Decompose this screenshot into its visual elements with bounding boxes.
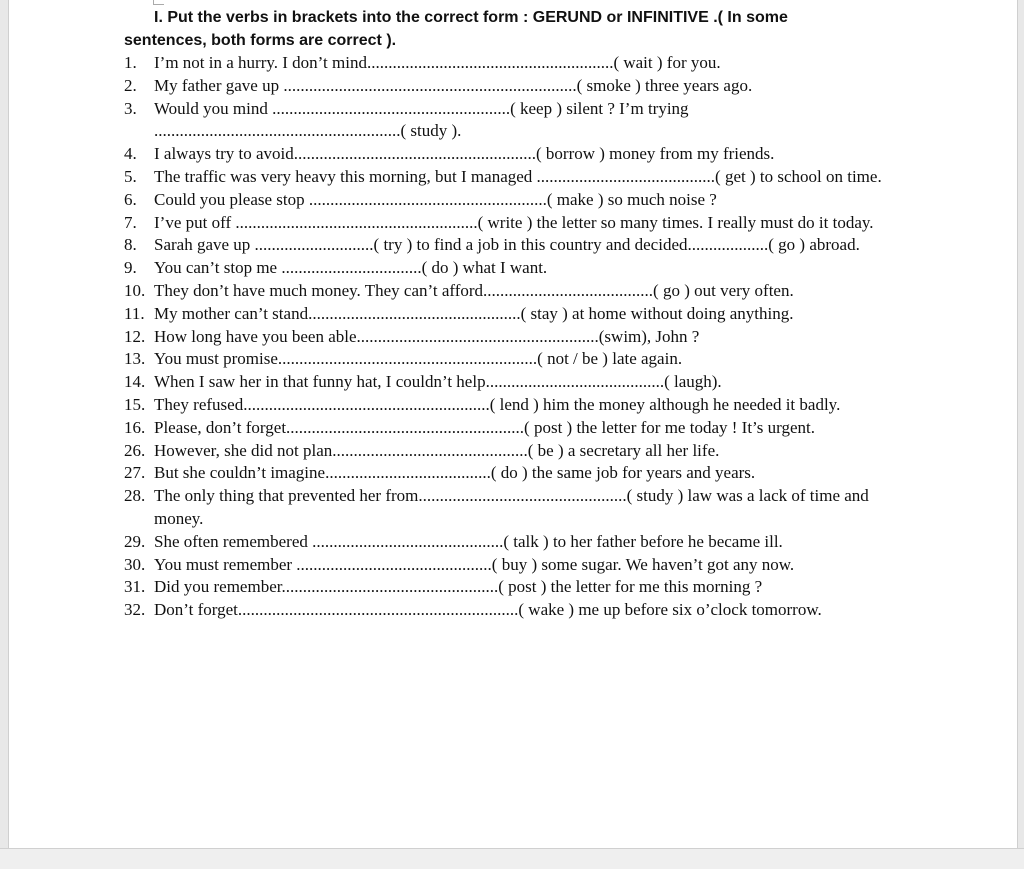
exercise-number: 7.: [124, 212, 137, 232]
exercise-sentence: Did you remember...................................................( post ) the letter for me this morning ?: [154, 577, 763, 597]
exercise-item: [124, 576, 904, 599]
exercise-item: [124, 462, 904, 485]
exercise-number: 3.: [124, 98, 137, 118]
exercise-item: [124, 417, 904, 440]
exercise-heading: I. Put the verbs in brackets into the correct form : GERUND or INFINITIVE .( In some sentences, both forms are correct ).: [124, 9, 788, 49]
exercise-sentence: She often remembered .............................................( talk ) to her father before he became ill.: [154, 531, 783, 551]
exercise-sentence: You must remember ..............................................( buy ) some sugar. We haven’t got any now.: [154, 554, 795, 574]
exercise-item: [124, 440, 904, 463]
exercise-sentence: Could you please stop ........................................................( make ) so much noise ?: [154, 189, 717, 209]
exercise-sentence: The traffic was very heavy this morning, but I managed ..........................................( get ) to school on time.: [154, 166, 882, 186]
exercise-number: 4.: [124, 144, 137, 164]
exercise-number: 1.: [124, 53, 137, 72]
exercise-sentence: Sarah gave up ............................( try ) to find a job in this country and decided...................( go ) abroad.: [154, 235, 860, 255]
exercise-sentence: My mother can’t stand..................................................( stay ) at home without doing anything.: [154, 303, 794, 323]
exercise-sentence: I’ve put off .........................................................( write ) the letter so many times. I really must do it today.: [154, 212, 874, 232]
exercise-sentence: When I saw her in that funny hat, I couldn’t help..........................................( laugh).: [154, 372, 722, 392]
bottom-scroll-area[interactable]: [0, 848, 1024, 869]
exercise-item: [124, 143, 904, 166]
exercise-number: 31.: [124, 577, 146, 597]
exercise-item: [124, 75, 904, 98]
exercise-sentence: They don’t have much money. They can’t afford........................................( go ) out very often.: [154, 280, 794, 300]
exercise-sentence: You must promise.............................................................( not / be ) late again.: [154, 349, 683, 369]
exercise-sentence: Please, don’t forget........................................................( post ) the letter for me today ! It’s urgent.: [154, 417, 816, 437]
exercise-item: [124, 348, 904, 371]
exercise-number: 11.: [124, 303, 145, 323]
exercise-sentence: You can’t stop me .................................( do ) what I want.: [154, 258, 548, 278]
exercise-number: 14.: [124, 372, 146, 392]
exercise-sentence: I always try to avoid.........................................................( borrow ) money from my friends.: [154, 144, 775, 164]
exercise-number: 2.: [124, 75, 137, 95]
exercise-item: [124, 554, 904, 577]
exercise-sentence: But she couldn’t imagine.......................................( do ) the same job for years and years.: [154, 463, 756, 483]
exercise-number: 8.: [124, 235, 137, 255]
exercise-item: [124, 371, 904, 394]
exercise-number: 16.: [124, 417, 146, 437]
exercise-item: [124, 166, 904, 189]
exercise-item: [124, 189, 904, 212]
exercise-number: 32.: [124, 600, 146, 620]
exercise-sentence: They refused..........................................................( lend ) him the money although he needed it badly.: [154, 394, 841, 414]
exercise-number: 29.: [124, 531, 146, 551]
exercise-sentence: The only thing that prevented her from.................................................( study ) law was a lack of time and money.: [154, 486, 869, 528]
exercise-sentence: My father gave up .....................................................................( smoke ) three years ago.: [154, 75, 753, 95]
exercise-number: 30.: [124, 554, 146, 574]
page-corner-marker: [153, 0, 164, 5]
exercise-item: [124, 257, 904, 280]
exercise-number: 5.: [124, 166, 137, 186]
exercise-number: 27.: [124, 463, 146, 483]
exercise-item: [124, 394, 904, 417]
exercise-item: [124, 98, 904, 144]
exercise-number: 6.: [124, 189, 137, 209]
exercise-sentence: However, she did not plan..............................................( be ) a secretary all her life.: [154, 440, 720, 460]
exercise-item: [124, 280, 904, 303]
exercise-item: [124, 531, 904, 554]
exercise-item: [124, 212, 904, 235]
exercise-number: 13.: [124, 349, 146, 369]
exercise-number: 12.: [124, 326, 146, 346]
exercise-item: [124, 485, 904, 531]
exercise-sentence: Would you mind ........................................................( keep ) silent ? I’m trying ..........................................................( study ).: [154, 98, 689, 141]
exercise-number: 15.: [124, 394, 146, 414]
exercise-sentence: I’m not in a hurry. I don’t mind..........................................................( wait ) for you.: [154, 53, 721, 72]
exercise-sentence: How long have you been able.........................................................(swim), John ?: [154, 326, 700, 346]
exercise-item: [124, 52, 904, 75]
exercise-item: [124, 599, 904, 622]
exercise-list: [124, 52, 904, 622]
exercise-item: [124, 234, 904, 257]
exercise-item: [124, 303, 904, 326]
exercise-number: 10.: [124, 280, 146, 300]
exercise-number: 28.: [124, 486, 146, 506]
exercise-number: 9.: [124, 258, 137, 278]
exercise-item: [124, 326, 904, 349]
exercise-sentence: Don’t forget..................................................................( wake ) me up before six o’clock tomorrow.: [154, 600, 822, 620]
exercise-number: 26.: [124, 440, 146, 460]
